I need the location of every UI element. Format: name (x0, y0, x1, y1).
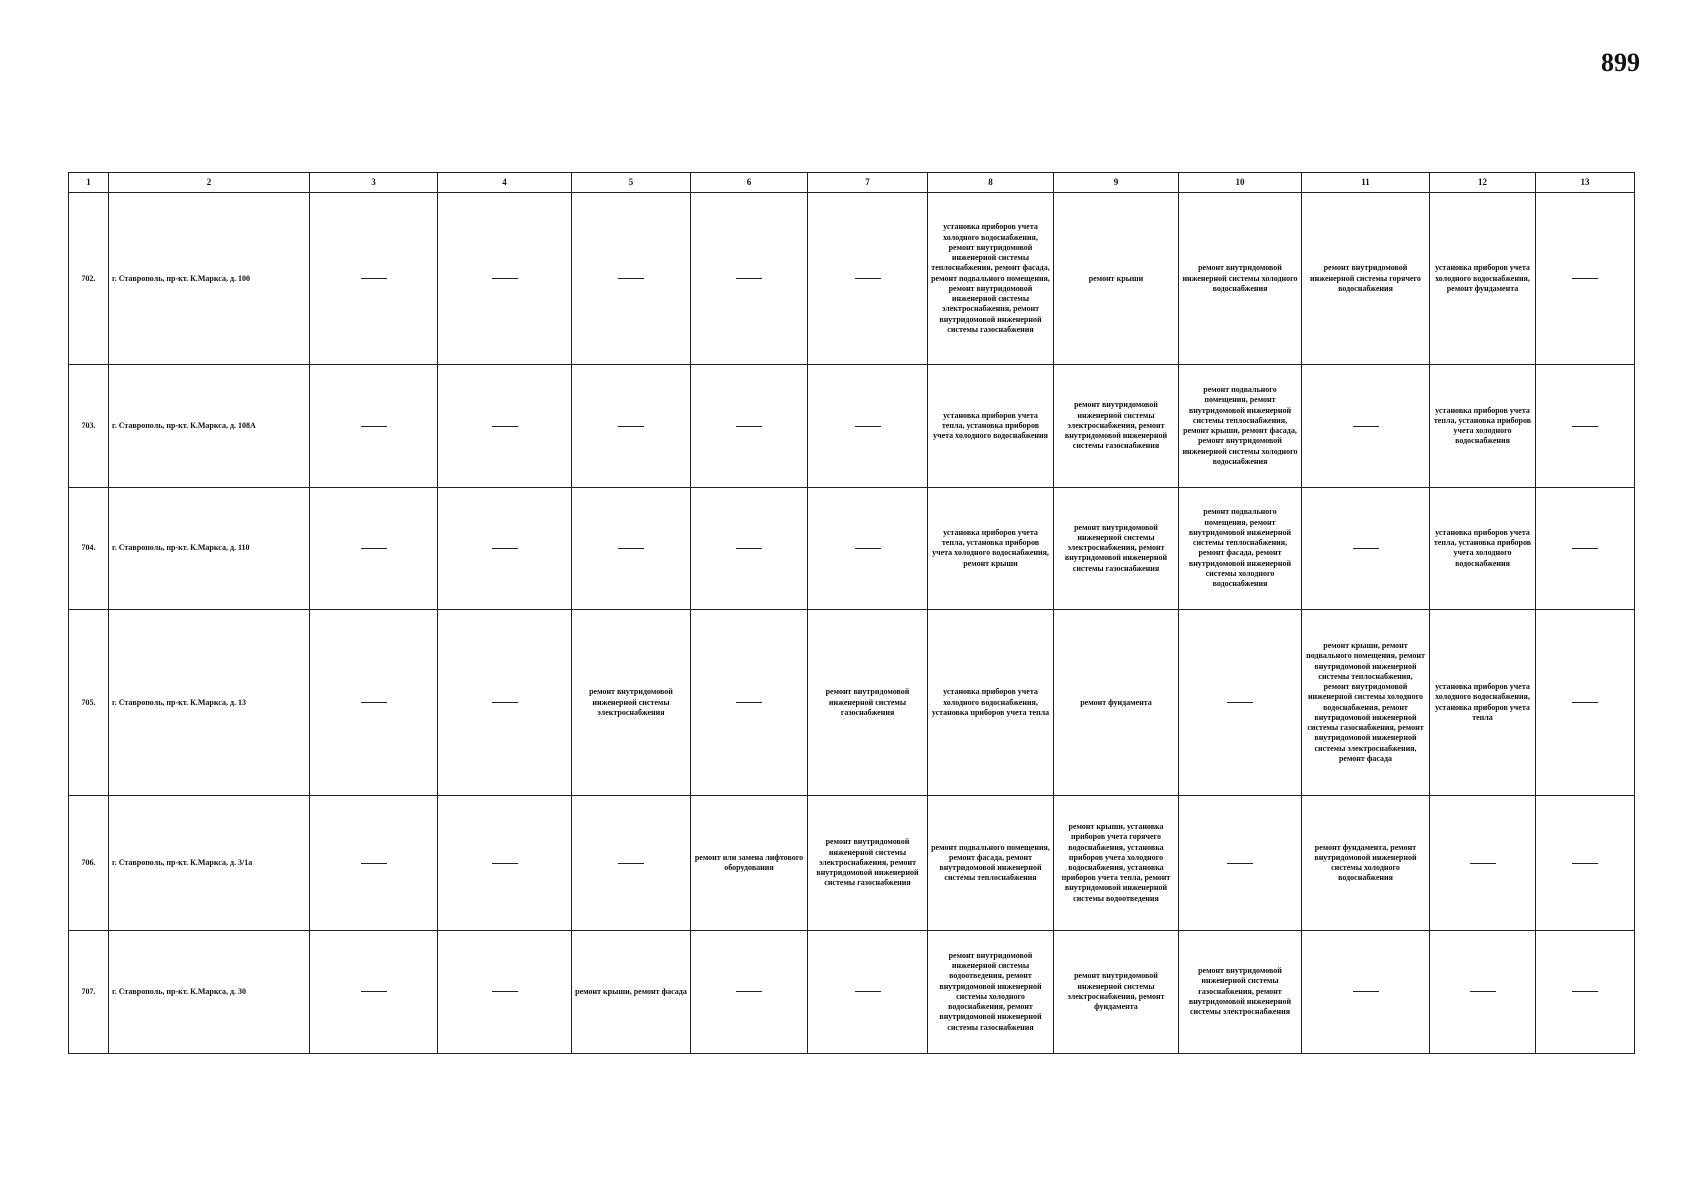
dash-mark (1572, 426, 1598, 427)
dash-mark (1353, 548, 1379, 549)
dash-mark (1572, 548, 1598, 549)
empty-cell (438, 796, 572, 930)
work-description-cell: ремонт подвального помещения, ремонт внутридомовой инженерной системы теплоснабжения, ремонт фасада, ремонт внутридомовой инженерной системы холодного водоснабжения (1179, 487, 1302, 609)
column-number-2: 2 (109, 173, 310, 193)
column-number-8: 8 (928, 173, 1054, 193)
work-description-cell: ремонт внутридомовой инженерной системы газоснабжения (808, 609, 928, 795)
empty-cell (1302, 487, 1430, 609)
work-description-cell: ремонт внутридомовой инженерной системы электроснабжения, ремонт внутридомовой инженерной системы газоснабжения (1054, 365, 1179, 487)
empty-cell (438, 365, 572, 487)
dash-mark (855, 991, 881, 992)
column-number-9: 9 (1054, 173, 1179, 193)
table-row (69, 796, 1635, 930)
column-number-13: 13 (1536, 173, 1635, 193)
table-row (69, 609, 1635, 795)
empty-cell (1302, 365, 1430, 487)
column-number-4: 4 (438, 173, 572, 193)
column-number-1: 1 (69, 173, 109, 193)
dash-mark (361, 278, 387, 279)
dash-mark (492, 548, 518, 549)
column-number-12: 12 (1430, 173, 1536, 193)
column-number-3: 3 (310, 173, 438, 193)
work-description-cell: установка приборов учета холодного водоснабжения, ремонт фундамента (1430, 193, 1536, 365)
dash-mark (492, 863, 518, 864)
empty-cell (310, 487, 438, 609)
column-number-10: 10 (1179, 173, 1302, 193)
empty-cell (572, 796, 691, 930)
dash-mark (492, 991, 518, 992)
empty-cell (691, 487, 808, 609)
table-row (69, 930, 1635, 1053)
column-number-6: 6 (691, 173, 808, 193)
column-number-5: 5 (572, 173, 691, 193)
work-description-cell: установка приборов учета холодного водоснабжения, ремонт внутридомовой инженерной системы теплоснабжения, ремонт фасада, ремонт подвального помещения, ремонт внутридомовой инженерной системы электроснабжения, ремонт внутридомовой инженерной системы газоснабжения (928, 193, 1054, 365)
dash-mark (855, 548, 881, 549)
work-description-cell: ремонт внутридомовой инженерной системы электроснабжения, ремонт внутридомовой инженерной системы газоснабжения (1054, 487, 1179, 609)
empty-cell (572, 193, 691, 365)
work-description-cell: ремонт внутридомовой инженерной системы водоотведения, ремонт внутридомовой инженерной системы холодного водоснабжения, ремонт внутридомовой инженерной системы газоснабжения (928, 930, 1054, 1053)
dash-mark (618, 278, 644, 279)
table-row (69, 193, 1635, 365)
row-number: 704. (69, 487, 109, 609)
address-cell: г. Ставрополь, пр-кт. К.Маркса, д. 13 (109, 609, 310, 795)
work-description-cell: ремонт внутридомовой инженерной системы электроснабжения (572, 609, 691, 795)
empty-cell (808, 365, 928, 487)
empty-cell (1179, 796, 1302, 930)
row-number: 703. (69, 365, 109, 487)
page-number: 899 (1601, 48, 1640, 77)
address-cell: г. Ставрополь, пр-кт. К.Маркса, д. 100 (109, 193, 310, 365)
dash-mark (736, 278, 762, 279)
empty-cell (438, 193, 572, 365)
empty-cell (808, 930, 928, 1053)
dash-mark (1353, 991, 1379, 992)
dash-mark (1572, 278, 1598, 279)
empty-cell (808, 487, 928, 609)
work-description-cell: установка приборов учета тепла, установка приборов учета холодного водоснабжения, ремонт крыши (928, 487, 1054, 609)
dash-mark (855, 278, 881, 279)
work-description-cell: ремонт внутридомовой инженерной системы электроснабжения, ремонт внутридомовой инженерной системы газоснабжения (808, 796, 928, 930)
work-description-cell: ремонт внутридомовой инженерной системы холодного водоснабжения (1179, 193, 1302, 365)
work-description-cell: ремонт внутридомовой инженерной системы горячего водоснабжения (1302, 193, 1430, 365)
dash-mark (492, 278, 518, 279)
work-description-cell: ремонт подвального помещения, ремонт фасада, ремонт внутридомовой инженерной системы теплоснабжения (928, 796, 1054, 930)
empty-cell (1536, 193, 1635, 365)
dash-mark (361, 863, 387, 864)
dash-mark (618, 548, 644, 549)
dash-mark (492, 426, 518, 427)
work-description-cell: ремонт крыши, установка приборов учета горячего водоснабжения, установка приборов учета холодного водоснабжения, установка приборов учета тепла, ремонт внутридомовой инженерной системы водоотведения (1054, 796, 1179, 930)
empty-cell (1179, 609, 1302, 795)
empty-cell (1536, 365, 1635, 487)
dash-mark (736, 702, 762, 703)
column-number-row (69, 173, 1635, 193)
work-description-cell: ремонт внутридомовой инженерной системы электроснабжения, ремонт фундамента (1054, 930, 1179, 1053)
dash-mark (1572, 863, 1598, 864)
work-description-cell: ремонт или замена лифтового оборудования (691, 796, 808, 930)
work-description-cell: ремонт крыши, ремонт подвального помещения, ремонт внутридомовой инженерной системы теплоснабжения, ремонт внутридомовой инженерной системы холодного водоснабжения, ремонт внутридомовой инженерной системы газоснабжения, ремонт внутридомовой инженерной системы электроснабжения, ремонт фасада (1302, 609, 1430, 795)
dash-mark (1227, 702, 1253, 703)
row-number: 707. (69, 930, 109, 1053)
empty-cell (1536, 796, 1635, 930)
row-number: 702. (69, 193, 109, 365)
work-description-cell: ремонт фундамента (1054, 609, 1179, 795)
empty-cell (691, 193, 808, 365)
dash-mark (361, 991, 387, 992)
work-description-cell: ремонт фундамента, ремонт внутридомовой инженерной системы холодного водоснабжения (1302, 796, 1430, 930)
empty-cell (1536, 609, 1635, 795)
dash-mark (736, 426, 762, 427)
work-description-cell: ремонт внутридомовой инженерной системы газоснабжения, ремонт внутридомовой инженерной системы электроснабжения (1179, 930, 1302, 1053)
empty-cell (1536, 930, 1635, 1053)
work-description-cell: установка приборов учета холодного водоснабжения, установка приборов учета тепла (1430, 609, 1536, 795)
row-number: 705. (69, 609, 109, 795)
work-description-cell: ремонт крыши (1054, 193, 1179, 365)
empty-cell (691, 930, 808, 1053)
work-description-cell: ремонт крыши, ремонт фасада (572, 930, 691, 1053)
empty-cell (1536, 487, 1635, 609)
dash-mark (1353, 426, 1379, 427)
address-cell: г. Ставрополь, пр-кт. К.Маркса, д. 30 (109, 930, 310, 1053)
dash-mark (361, 702, 387, 703)
dash-mark (1227, 863, 1253, 864)
empty-cell (1430, 930, 1536, 1053)
work-description-cell: установка приборов учета холодного водоснабжения, установка приборов учета тепла (928, 609, 1054, 795)
dash-mark (618, 863, 644, 864)
table-row (69, 365, 1635, 487)
empty-cell (310, 609, 438, 795)
empty-cell (572, 487, 691, 609)
empty-cell (691, 609, 808, 795)
empty-cell (310, 796, 438, 930)
address-cell: г. Ставрополь, пр-кт. К.Маркса, д. 110 (109, 487, 310, 609)
dash-mark (492, 702, 518, 703)
work-description-cell: установка приборов учета тепла, установка приборов учета холодного водоснабжения (1430, 365, 1536, 487)
empty-cell (1430, 796, 1536, 930)
dash-mark (1572, 702, 1598, 703)
dash-mark (1470, 991, 1496, 992)
dash-mark (361, 548, 387, 549)
column-number-7: 7 (808, 173, 928, 193)
table-row (69, 487, 1635, 609)
dash-mark (1470, 863, 1496, 864)
empty-cell (1302, 930, 1430, 1053)
address-cell: г. Ставрополь, пр-кт. К.Маркса, д. 108А (109, 365, 310, 487)
dash-mark (736, 548, 762, 549)
column-number-11: 11 (1302, 173, 1430, 193)
empty-cell (808, 193, 928, 365)
work-description-cell: установка приборов учета тепла, установка приборов учета холодного водоснабжения (1430, 487, 1536, 609)
dash-mark (361, 426, 387, 427)
empty-cell (438, 930, 572, 1053)
dash-mark (1572, 991, 1598, 992)
work-description-cell: ремонт подвального помещения, ремонт внутридомовой инженерной системы теплоснабжения, ремонт крыши, ремонт фасада, ремонт внутридомовой инженерной системы холодного водоснабжения (1179, 365, 1302, 487)
work-description-cell: установка приборов учета тепла, установка приборов учета холодного водоснабжения (928, 365, 1054, 487)
address-cell: г. Ставрополь, пр-кт. К.Маркса, д. 3/1а (109, 796, 310, 930)
empty-cell (310, 193, 438, 365)
dash-mark (855, 426, 881, 427)
dash-mark (736, 991, 762, 992)
empty-cell (572, 365, 691, 487)
empty-cell (438, 487, 572, 609)
dash-mark (618, 426, 644, 427)
works-table (68, 172, 1635, 1054)
empty-cell (310, 930, 438, 1053)
table-body (69, 173, 1635, 1054)
empty-cell (691, 365, 808, 487)
empty-cell (310, 365, 438, 487)
row-number: 706. (69, 796, 109, 930)
empty-cell (438, 609, 572, 795)
